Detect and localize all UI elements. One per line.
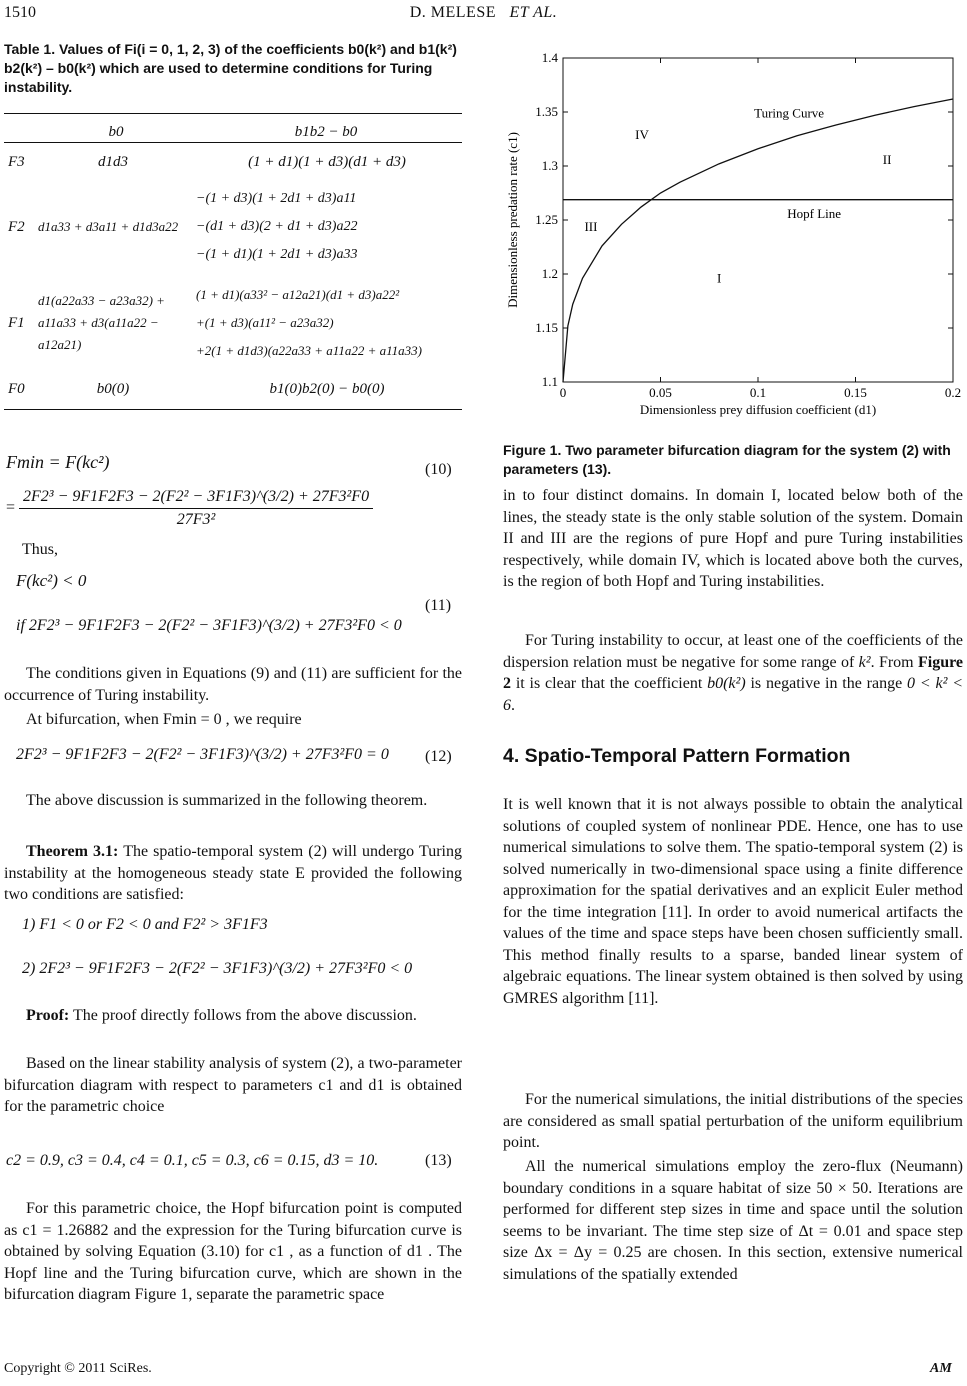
table-header-b0: b0	[108, 123, 124, 140]
y-axis-label: Dimensionless predation rate (c1)	[505, 132, 520, 308]
y-tick-label: 1.1	[541, 374, 558, 389]
paragraph: It is well known that it is not always possible to obtain the analytical solutions of coupled system of nonlinear PDE. Hence, one has to use numerical simulations to solve them. The spatio-temporal system (2) is solved numerically in two-dimensional space using a finite difference approximation for the spatial derivatives and an explicit Euler method for the time integration [11]. In order to avoid numerical artifacts the values of the time and space steps have been chosen sufficiently small. This method finally results to a sparse, banded linear system of algebraic equations. The linear system obtained is then solved by using GMRES algorithm [11].	[503, 796, 963, 1007]
x-axis-label: Dimensionless prey diffusion coefficient (d1)	[639, 402, 877, 417]
row-b0: d1a33 + d3a11 + d1d3a22	[38, 219, 179, 234]
row-label: F0	[8, 380, 25, 397]
para7-range: 0 < k² < 6	[503, 675, 963, 714]
figure1	[503, 40, 965, 417]
row-label: F1	[8, 314, 25, 331]
proof-label: Proof:	[26, 1007, 70, 1024]
paragraph: in to four distinct domains. In domain I, located below both of the lines, the steady state is the only stable solution of the system. Domain II and III are the regions of pure Hopf and pure Turing instabilities respectively, while domain IV, which is located above both the curves, is the region of both Hopf and Turing instabilities.	[503, 487, 963, 590]
eq13-number: (13)	[425, 1152, 452, 1169]
y-tick-label: 1.15	[535, 320, 558, 335]
domain-III-label: III	[584, 218, 598, 234]
running-title-etal: ET AL.	[509, 4, 558, 21]
table-bottom-rule	[4, 409, 462, 410]
table1-caption: Table 1. Values of Fi(i = 0, 1, 2, 3) of the coefficients b0(k²) and b1(k²) b2(k²) – b0(k²) which are used to determine conditions for Turing instability.	[4, 41, 457, 95]
paragraph: At bifurcation, when Fmin = 0 , we require	[26, 711, 302, 728]
y-tick-label: 1.35	[535, 104, 558, 119]
row-label: F3	[8, 153, 25, 170]
table1-body	[4, 145, 462, 407]
row-label: F2	[8, 218, 25, 235]
x-tick-label: 0.2	[944, 385, 962, 400]
para7-d: is negative in the range	[750, 675, 903, 692]
bifurcation-chart	[503, 40, 965, 417]
figure2-ref[interactable]: Figure 2	[503, 653, 964, 692]
row-diff-line: +(1 + d3)(a11² − a23a32)	[196, 315, 334, 330]
x-tick-label: 0.1	[749, 385, 767, 400]
condition-2: 2) 2F2³ − 9F1F2F3 − 2(F2² − 3F1F3)^(3/2) + 27F3²F0 < 0	[22, 960, 413, 977]
row-diff-line: (1 + d1)(a33² − a12a21)(d1 + d3)a22²	[196, 287, 400, 302]
row-b0: d1(a22a33 − a23a32) + a11a33 + d3(a11a22 − a12a21)	[38, 293, 165, 352]
theorem-label: Theorem 3.1:	[26, 843, 119, 860]
para7-c: it is clear that the coefficient	[515, 675, 703, 692]
x-tick-label: 0.05	[649, 385, 672, 400]
y-tick-label: 1.3	[541, 158, 558, 173]
copyright: Copyright © 2011 SciRes.	[4, 1361, 152, 1376]
section-heading: 4. Spatio-Temporal Pattern Formation	[503, 745, 851, 767]
row-diff-line: −(1 + d1)(1 + 2d1 + d3)a33	[196, 247, 358, 262]
turing-curve	[563, 99, 953, 382]
y-tick-label: 1.25	[535, 212, 558, 227]
para7-b0k2: b0(k²)	[707, 675, 746, 692]
para7-e: .	[511, 696, 515, 714]
eq10-numerator: 2F2³ − 9F1F2F3 − 2(F2² − 3F1F3)^(3/2) + 27F3²F0	[19, 488, 373, 509]
theorem	[4, 841, 462, 906]
figure1-caption: Figure 1. Two parameter bifurcation diagram for the system (2) with parameters (13).	[503, 442, 951, 477]
table-top-rule	[4, 113, 462, 114]
table-row	[4, 179, 462, 275]
row-b0: b0(0)	[96, 380, 130, 397]
paragraph: All the numerical simulations employ the zero-flux (Neumann) boundary conditions in a square habitat of size 50 × 50. Iterations are performed for different step sizes in time and space until the solution seems to be invariant. The time step size of Δt = 0.01 and space step size Δx = Δy = 0.25 are chosen. In this section, extensive numerical simulations of the spatially extended	[503, 1158, 963, 1283]
condition-1: 1) F1 < 0 or F2 < 0 and F2² > 3F1F3	[22, 916, 268, 933]
paragraph: For the numerical simulations, the initial distributions of the species are considered as small spatial perturbation of the uniform equilibrium point.	[503, 1091, 963, 1151]
eq11-number: (11)	[425, 597, 452, 614]
thus-text: Thus,	[22, 541, 58, 558]
row-diff-line: −(1 + d3)(1 + 2d1 + d3)a11	[196, 191, 357, 206]
row-diff: b1(0)b2(0) − b0(0)	[269, 380, 385, 397]
domain-II-label: II	[882, 151, 892, 167]
paragraph: The conditions given in Equations (9) and (11) are sufficient for the occurrence of Turing instability.	[4, 665, 462, 704]
page-number: 1510	[4, 4, 36, 21]
y-tick-label: 1.4	[541, 50, 558, 65]
table-row	[4, 275, 462, 371]
table-header-rule	[4, 142, 462, 143]
running-title	[0, 4, 967, 22]
paragraph: Based on the linear stability analysis of system (2), a two-parameter bifurcation diagram with respect to parameters c1 and d1 is obtained for the parametric choice	[4, 1055, 462, 1115]
row-b0: d1d3	[98, 153, 128, 170]
eq10-number: (10)	[425, 461, 452, 478]
eq10-rhs: = $\frac{\text{2F2³ − 9F1F2F3 − 2(F2² − 3F1F3)\textasciicircum{}(3/2) + 27F3²F0}}{\text{27F3²}}$	[6, 488, 373, 529]
journal-abbrev: AM	[930, 1361, 952, 1376]
domain-I-label: I	[717, 270, 722, 286]
running-title-author: D. MELESE	[409, 4, 496, 21]
eq11-line1: F(kc²) < 0	[16, 571, 87, 590]
row-diff-line: −(d1 + d3)(2 + d1 + d3)a22	[196, 219, 358, 234]
eq12-number: (12)	[425, 748, 452, 765]
paragraph-turing	[503, 630, 963, 716]
proof-text: The proof directly follows from the above discussion.	[72, 1007, 417, 1024]
para7-b: . From	[870, 653, 914, 671]
theorem-text: The spatio-temporal system (2) will undergo Turing instability at the homogeneous steady state E provided the following two conditions are satisfied:	[4, 843, 462, 903]
turing-curve-label: Turing Curve	[754, 105, 825, 121]
eq12-body: 2F2³ − 9F1F2F3 − 2(F2² − 3F1F3)^(3/2) + 27F3²F0 = 0	[16, 746, 389, 763]
x-tick-label: 0	[559, 385, 567, 400]
proof	[4, 1005, 462, 1027]
x-tick-label: 0.15	[844, 385, 867, 400]
eq10-lhs: Fmin = F(kc²)	[6, 452, 110, 472]
para7-k2: k²	[858, 653, 871, 671]
row-diff-line: +2(1 + d1d3)(a22a33 + a11a22 + a11a33)	[196, 343, 422, 358]
paragraph: For this parametric choice, the Hopf bifurcation point is computed as c1 = 1.26882 and the expression for the Turing bifurcation curve is obtained by solving Equation (3.10) for c1 , as a function of d1 . The Hopf line and the Turing bifurcation curve, which are shown in the bifurcation diagram Figure 1, separate the parametric space	[4, 1200, 462, 1303]
domain-IV-label: IV	[635, 127, 649, 142]
table-header-diff: b1b2 − b0	[294, 123, 358, 140]
paragraph: The above discussion is summarized in the following theorem.	[26, 792, 428, 809]
table-row	[4, 371, 462, 407]
row-diff: (1 + d1)(1 + d3)(d1 + d3)	[248, 153, 406, 170]
eq11-line2: if 2F2³ − 9F1F2F3 − 2(F2² − 3F1F3)^(3/2) + 27F3²F0 < 0	[16, 617, 402, 634]
eq10-denominator: 27F3²	[176, 511, 216, 528]
eq13-body: c2 = 0.9, c3 = 0.4, c4 = 0.1, c5 = 0.3, c6 = 0.15, d3 = 10.	[6, 1152, 379, 1169]
hopf-line-label: Hopf Line	[787, 205, 842, 221]
y-tick-label: 1.2	[541, 266, 558, 281]
para7-a: For Turing instability to occur, at least one of the coefficients of the dispersion relation must be negative for some range of	[503, 632, 963, 671]
table-row	[4, 145, 462, 179]
